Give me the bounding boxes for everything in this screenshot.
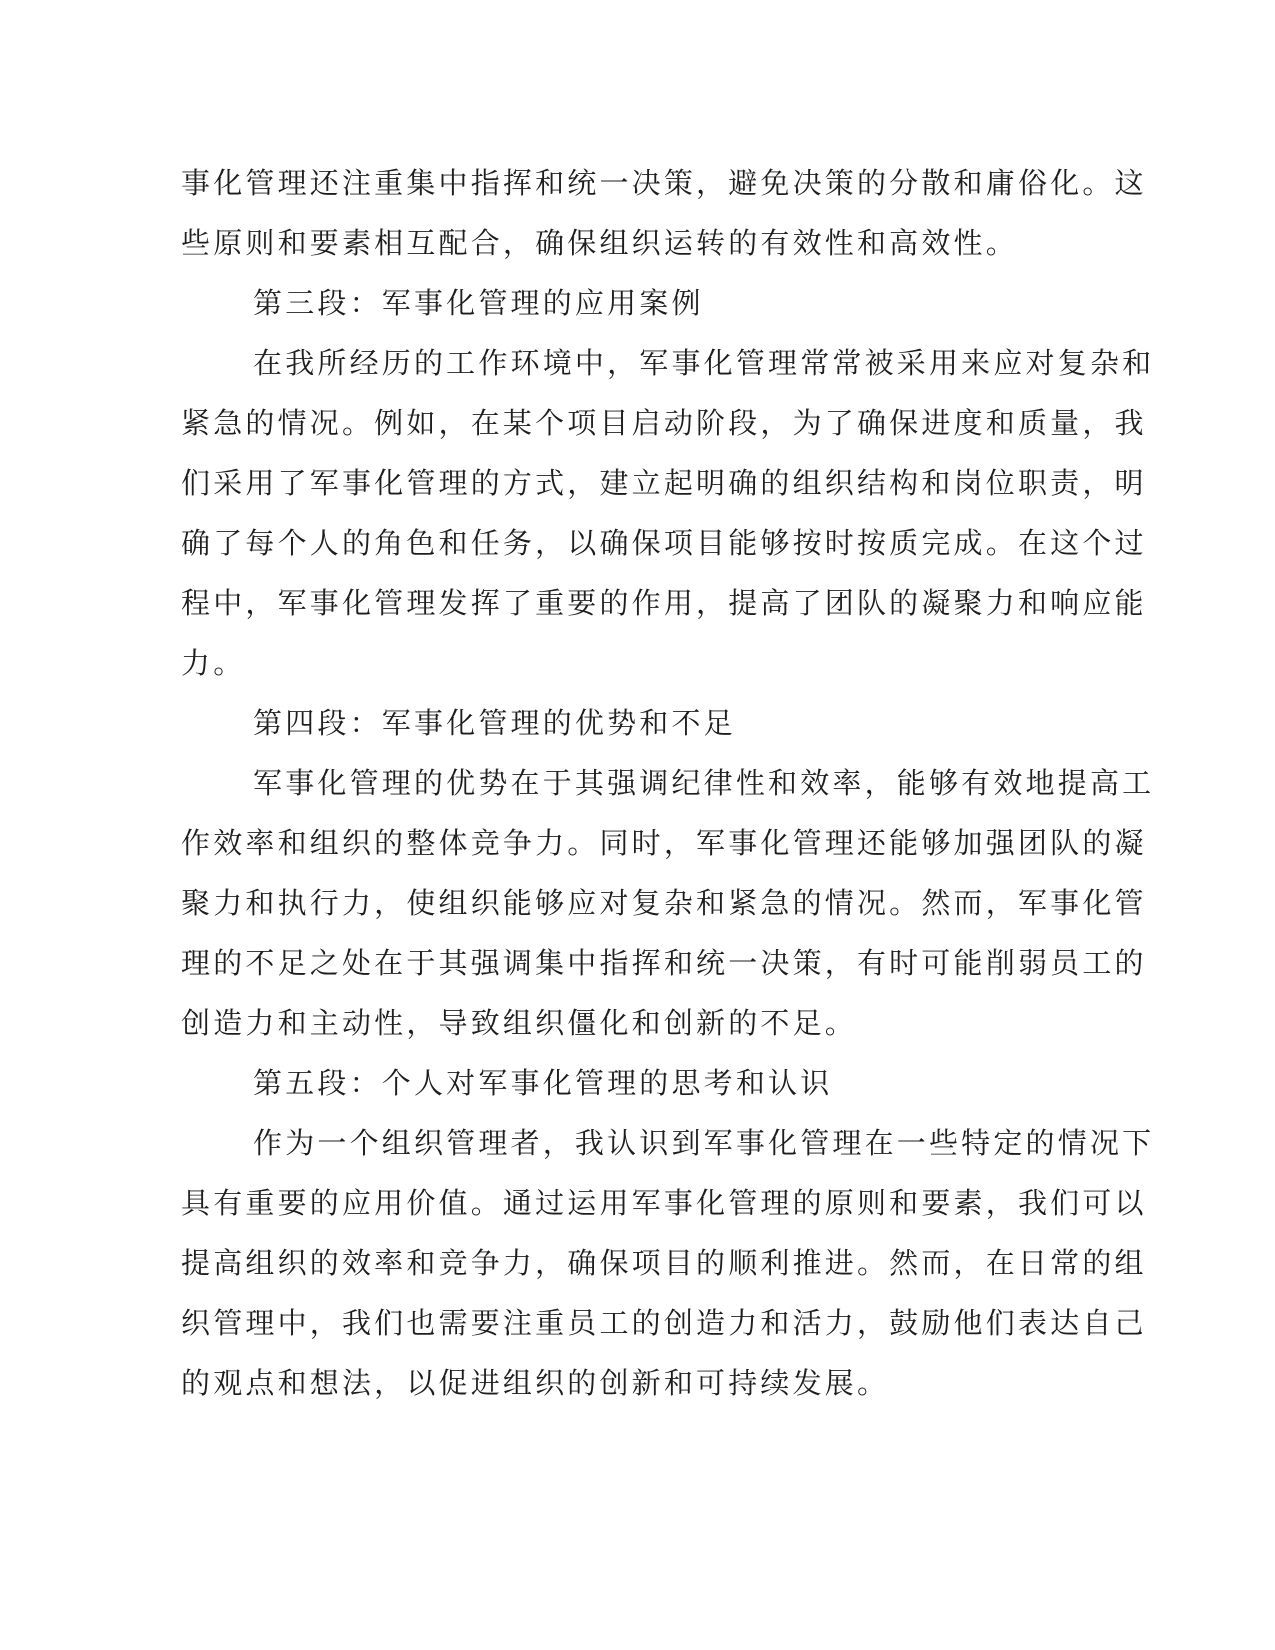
paragraph-line: 力。 [181, 646, 246, 680]
paragraph-line: 作为一个组织管理者，我认识到军事化管理在一些特定的情况下 [253, 1126, 1155, 1160]
paragraph-line: 创造力和主动性，导致组织僵化和创新的不足。 [181, 1006, 857, 1040]
paragraph-line: 聚力和执行力，使组织能够应对复杂和紧急的情况。然而，军事化管 [181, 886, 1147, 920]
paragraph-line: 程中，军事化管理发挥了重要的作用，提高了团队的凝聚力和响应能 [181, 586, 1147, 620]
paragraph-line: 在我所经历的工作环境中，军事化管理常常被采用来应对复杂和 [253, 346, 1155, 380]
paragraph-line: 们采用了军事化管理的方式，建立起明确的组织结构和岗位职责，明 [181, 466, 1147, 500]
paragraph-line: 理的不足之处在于其强调集中指挥和统一决策，有时可能削弱员工的 [181, 946, 1147, 980]
paragraph-line: 的观点和想法，以促进组织的创新和可持续发展。 [181, 1366, 890, 1400]
paragraph-line: 具有重要的应用价值。通过运用军事化管理的原则和要素，我们可以 [181, 1186, 1147, 1220]
paragraph-line: 作效率和组织的整体竞争力。同时，军事化管理还能够加强团队的凝 [181, 826, 1147, 860]
paragraph-continued-line: 些原则和要素相互配合，确保组织运转的有效性和高效性。 [181, 226, 1018, 260]
section-heading-5: 第五段：个人对军事化管理的思考和认识 [253, 1066, 833, 1100]
paragraph-line: 织管理中，我们也需要注重员工的创造力和活力，鼓励他们表达自己 [181, 1306, 1147, 1340]
document-body [181, 153, 1155, 1413]
paragraph-line: 提高组织的效率和竞争力，确保项目的顺利推进。然而，在日常的组 [181, 1246, 1147, 1280]
paragraph-line: 紧急的情况。例如，在某个项目启动阶段，为了确保进度和质量，我 [181, 406, 1147, 440]
paragraph-line: 军事化管理的优势在于其强调纪律性和效率，能够有效地提高工 [253, 766, 1155, 800]
section-heading-3: 第三段：军事化管理的应用案例 [253, 286, 704, 320]
paragraph-line: 确了每个人的角色和任务，以确保项目能够按时按质完成。在这个过 [181, 526, 1147, 560]
section-heading-4: 第四段：军事化管理的优势和不足 [253, 706, 736, 740]
paragraph-continued-line: 事化管理还注重集中指挥和统一决策，避免决策的分散和庸俗化。这 [181, 166, 1147, 200]
